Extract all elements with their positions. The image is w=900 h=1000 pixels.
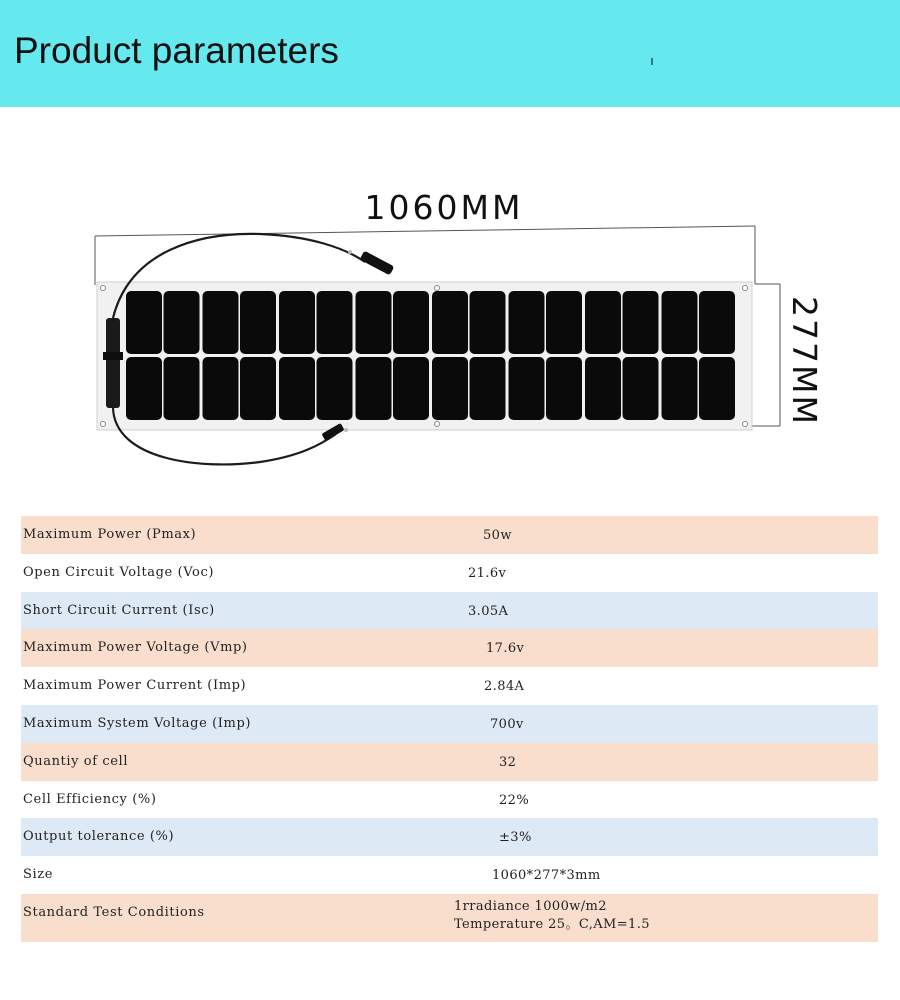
spec-value: ±3%: [499, 830, 532, 846]
solar-cell: [662, 291, 698, 354]
spec-value: 2.84A: [484, 679, 525, 695]
spec-label: Maximum Power Voltage (Vmp): [23, 640, 248, 656]
width-dimension-line: [95, 226, 755, 236]
spec-value: 700v: [490, 716, 524, 732]
solar-cell: [356, 357, 392, 420]
spec-value: 21.6v: [468, 565, 507, 581]
spec-row: [21, 781, 878, 819]
solar-cell: [546, 291, 582, 354]
spec-value: 50w: [483, 528, 512, 543]
solar-cell: [432, 291, 468, 354]
spec-row: [21, 856, 878, 894]
solar-cell: [203, 357, 239, 420]
spec-label: Short Circuit Current (Isc): [23, 602, 215, 618]
solar-cell: [470, 291, 506, 354]
spec-label: Output tolerance (%): [23, 829, 175, 845]
solar-cell: [546, 357, 582, 420]
solar-cell: [662, 357, 698, 420]
spec-label: Maximum Power (Pmax): [23, 527, 197, 542]
solar-cell: [279, 291, 315, 354]
spec-row: [21, 705, 878, 743]
spec-label: Maximum System Voltage (Imp): [23, 715, 252, 731]
spec-row: [21, 818, 878, 856]
spec-value: 17.6v: [486, 641, 525, 657]
spec-row: [21, 554, 878, 592]
solar-cell: [164, 357, 200, 420]
solar-cell: [509, 357, 545, 420]
page-title: Product parameters: [14, 30, 339, 71]
spec-label: Open Circuit Voltage (Voc): [23, 564, 215, 580]
solar-cell: [509, 291, 545, 354]
solar-cell: [203, 291, 239, 354]
junction-box: [106, 318, 120, 408]
spec-value: 3.05A: [468, 603, 509, 619]
spec-row: [21, 667, 878, 705]
solar-cell: [279, 357, 315, 420]
width-dimension-label: 1060MM: [364, 188, 524, 227]
spec-label: Size: [23, 867, 54, 883]
solar-cell: [240, 357, 276, 420]
solar-cell: [356, 291, 392, 354]
spec-row: [21, 894, 878, 942]
solar-cell: [393, 357, 429, 420]
spec-row: [21, 592, 878, 630]
junction-clip: [103, 352, 123, 360]
height-dimension-label: 277MM: [785, 296, 824, 426]
spec-value: 32: [499, 754, 517, 770]
spec-row: [21, 629, 878, 667]
solar-cell: [240, 291, 276, 354]
spec-value: 1rradiance 1000w/m2 Temperature 25。C,AM=1.5: [454, 898, 650, 932]
solar-cell: [623, 357, 659, 420]
solar-cell: [317, 357, 353, 420]
solar-cell: [470, 357, 506, 420]
solar-cell: [699, 357, 735, 420]
spec-row: [21, 516, 878, 554]
spec-label: Standard Test Conditions: [23, 904, 205, 920]
solar-cell: [126, 357, 162, 420]
spec-value: 1060*277*3mm: [492, 868, 601, 884]
solar-cell: [432, 357, 468, 420]
solar-cell: [623, 291, 659, 354]
solar-cell: [317, 291, 353, 354]
spec-row: [21, 743, 878, 781]
solar-cell: [126, 291, 162, 354]
spec-value: 22%: [499, 792, 530, 808]
spec-label: Quantiy of cell: [23, 753, 129, 769]
spec-label: Maximum Power Current (Imp): [23, 678, 247, 694]
solar-cell: [585, 357, 621, 420]
spec-table: [21, 516, 878, 942]
solar-cell: [585, 291, 621, 354]
solar-cell: [164, 291, 200, 354]
solar-cell: [699, 291, 735, 354]
solar-cell: [393, 291, 429, 354]
spec-label: Cell Efficiency (%): [23, 791, 157, 807]
